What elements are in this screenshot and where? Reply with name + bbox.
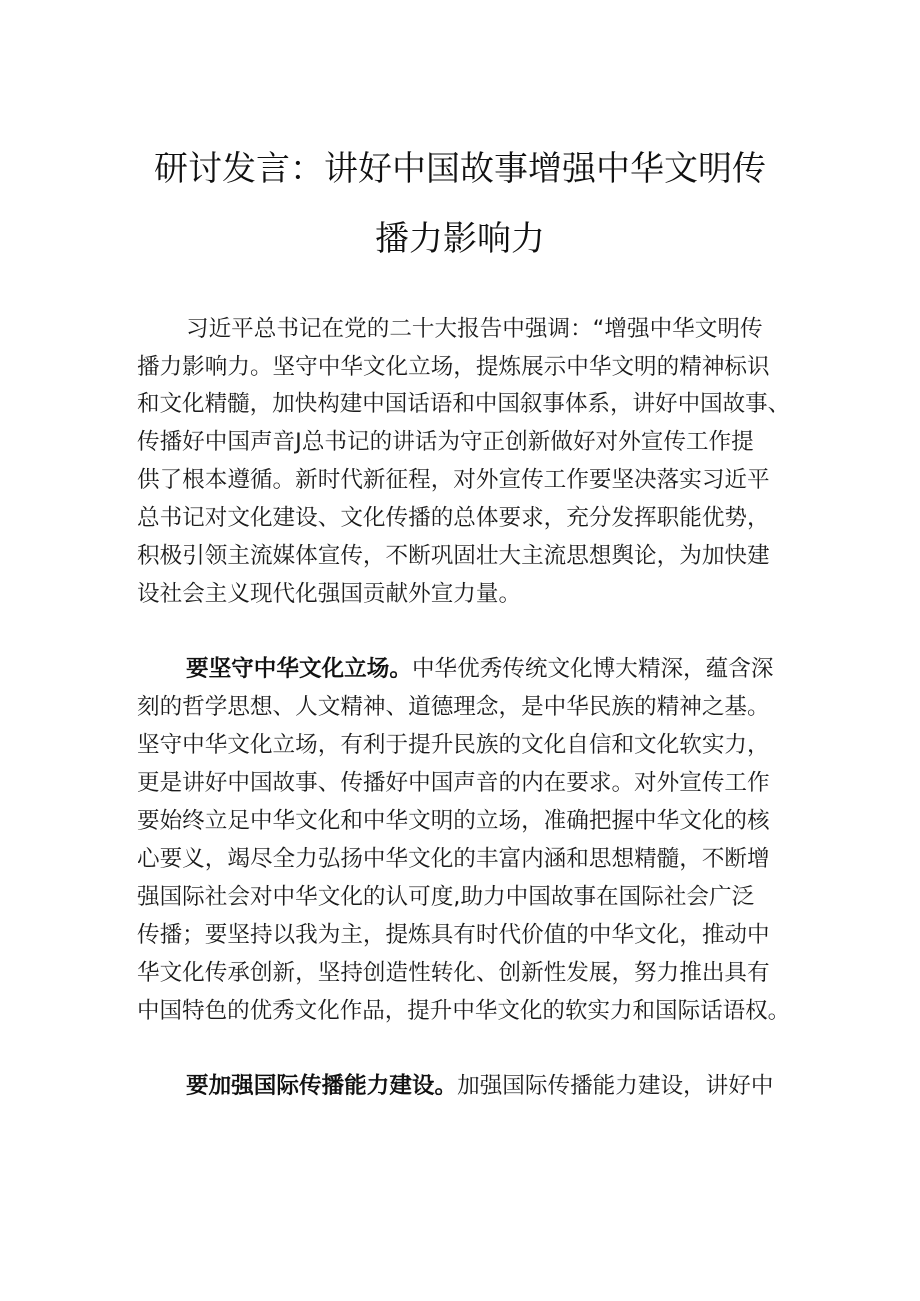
paragraph-2-line-1: [186, 654, 773, 684]
paragraph-2-line-7: 强国际社会对中华文化的认可度,助力中国故事在国际社会广泛: [137, 884, 755, 910]
paragraph-2-heading: 要坚守中华文化立场。: [186, 656, 412, 682]
paragraph-1-line-6: 总书记对文化建设、文化传播的总体要求，充分发挥职能优势，: [137, 505, 770, 531]
document-title-line-1: 研讨发言：讲好中国故事增强中华文明传: [154, 149, 766, 189]
paragraph-2-line-10: 中国特色的优秀文化作品，提升中华文化的软实力和国际话语权。: [137, 998, 791, 1024]
paragraph-3-heading: 要加强国际传播能力建设。: [186, 1073, 458, 1099]
paragraph-3-first-line-rest: 加强国际传播能力建设，讲好中: [457, 1073, 774, 1099]
paragraph-2-first-line-rest: 中华优秀传统文化博大精深，蕴含深: [411, 656, 774, 682]
paragraph-2-line-6: 心要义，竭尽全力弘扬中华文化的丰富内涵和思想精髓，不断增: [137, 846, 770, 872]
paragraph-1-line-5: 供了根本遵循。新时代新征程，对外宣传工作要坚决落实习近平: [137, 467, 770, 493]
paragraph-2-line-2: 刻的哲学思想、人文精神、道德理念，是中华民族的精神之基。: [137, 694, 770, 720]
document-title-line-2: 播力影响力: [375, 219, 545, 259]
paragraph-2-line-3: 坚守中华文化立场，有利于提升民族的文化自信和文化软实力，: [137, 732, 770, 758]
paragraph-1-line-8: 设社会主义现代化强国贡献外宣力量。: [137, 581, 522, 607]
paragraph-3-line-1: [186, 1071, 773, 1101]
paragraph-2-line-9: 华文化传承创新，坚持创造性转化、创新性发展，努力推出具有: [137, 960, 770, 986]
paragraph-1-line-2: 播力影响力。坚守中华文化立场，提炼展示中华文明的精神标识: [137, 354, 770, 380]
paragraph-1-line-4: 传播好中国声音J总书记的讲话为守正创新做好对外宣传工作提: [137, 429, 754, 455]
paragraph-1-line-7: 积极引领主流媒体宣传，不断巩固壮大主流思想舆论，为加快建: [137, 543, 770, 569]
paragraph-1-line-1: 习近平总书记在党的二十大报告中强调：“增强中华文明传: [186, 316, 763, 342]
paragraph-2-line-8: 传播；要坚持以我为主，提炼具有时代价值的中华文化，推动中: [137, 922, 770, 948]
paragraph-2-line-5: 要始终立足中华文化和中华文明的立场，准确把握中华文化的核: [137, 808, 770, 834]
paragraph-2-line-4: 更是讲好中国故事、传播好中国声音的内在要求。对外宣传工作: [137, 770, 770, 796]
paragraph-1-line-3: 和文化精髓，加快构建中国话语和中国叙事体系，讲好中国故事、: [137, 391, 791, 417]
